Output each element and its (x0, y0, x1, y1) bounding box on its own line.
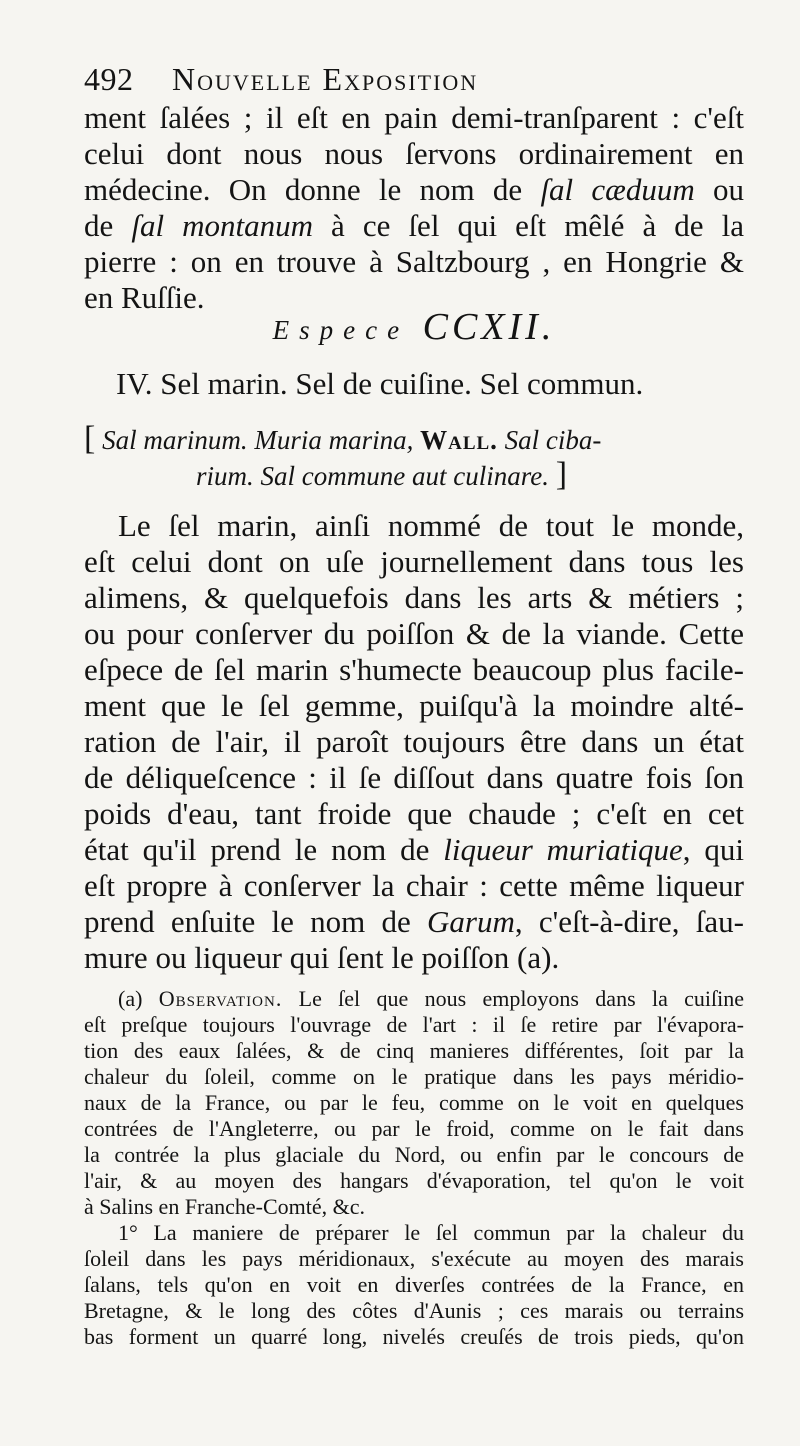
footnote-text: Le ſel que nous employons dans la cuiſine (282, 986, 745, 1011)
body-text: , c'eſt-à-dire, ſau- (514, 904, 744, 939)
body-line: de déliqueſcence : il ſe diſſout dans quatre fois ſon (84, 760, 744, 795)
synonym-text: Sal marinum. Muria marina, (102, 425, 414, 455)
species-heading (84, 305, 744, 349)
synonym-line (196, 458, 567, 493)
body-line: eſt propre à conſerver la chair : cette même liqueur (84, 868, 744, 903)
footnote-line: bas forment un quarré long, nivelés creuſés de trois pieds, qu'on (84, 1324, 744, 1349)
footnote-line: chaleur du ſoleil, comme on le pratique dans les pays méridio- (84, 1064, 744, 1089)
close-bracket: ] (555, 456, 568, 493)
intro-line: pierre : on en trouve à Saltzbourg , en Hongrie & (84, 244, 744, 279)
footnote-line: l'air, & au moyen des hangars d'évaporation, tel qu'on le voit (84, 1168, 744, 1193)
synonym-text: Sal ciba- (504, 425, 602, 455)
footnote-label: Observation. (158, 986, 283, 1011)
body-line (84, 832, 744, 868)
body-text: état qu'il prend le nom de (84, 832, 444, 867)
open-bracket: [ (84, 420, 96, 457)
footnote-line: ſalans, tels qu'on en voit en diverſes contrées de la France, en (84, 1272, 744, 1297)
footnote-line: Bretagne, & le long des côtes d'Aunis ; ces marais ou terrains (84, 1298, 744, 1323)
footnote-line: naux de la France, ou par le feu, comme on le voit en quelques (84, 1090, 744, 1115)
body-line: eſpece de ſel marin s'humecte beaucoup plus facile- (84, 652, 744, 687)
footnote-line: ſoleil dans les pays méridionaux, s'exécute au moyen des marais (84, 1246, 744, 1271)
intro-text: médecine. On donne le nom de (84, 172, 541, 207)
latin-term: ſal montanum (131, 208, 313, 243)
footnote-marker: (a) (118, 986, 143, 1011)
footnote-line: 1° La maniere de préparer le ſel commun par la chaleur du (118, 1220, 744, 1245)
intro-text: ou (713, 172, 745, 207)
footnote-line: contrées de l'Angleterre, ou par le froid, comme on le fait dans (84, 1116, 744, 1141)
synonym-line (84, 422, 601, 457)
footnote-line: à Salins en Franche-Comté, &c. (84, 1194, 366, 1219)
footnote-line: eſt preſque toujours l'ouvrage de l'art : il ſe retire par l'évapora- (84, 1012, 744, 1037)
synonym-author: Wall. (420, 425, 498, 455)
latin-term: ſal cæduum (540, 172, 695, 207)
body-line: ou pour conſerver du poiſſon & de la viande. Cette (84, 616, 744, 651)
intro-line: ment ſalées ; il eſt en pain demi-tranſparent : c'eſt (84, 100, 744, 135)
body-line: mure ou liqueur qui ſent le poiſſon (a). (84, 940, 560, 975)
running-title: Nouvelle Exposition (172, 61, 479, 97)
body-line: poids d'eau, tant froide que chaude ; c'eſt en cet (84, 796, 744, 831)
synonym-text: rium. Sal commune aut culinare. (196, 461, 549, 491)
intro-line (84, 208, 744, 244)
footnote-line: tion des eaux ſalées, & de cinq manieres différentes, ſoit par la (84, 1038, 744, 1063)
body-line (84, 904, 744, 940)
footnote-line (118, 986, 744, 1013)
latin-term: Garum (427, 904, 515, 939)
intro-text: à ce ſel qui eſt mêlé à de la (313, 208, 744, 243)
species-number: CCXII. (422, 306, 556, 348)
latin-term: liqueur muriatique (443, 832, 683, 867)
body-line: eſt celui dont on uſe journellement dans tous les (84, 544, 744, 579)
body-line: ration de l'air, il paroît toujours être dans un état (84, 724, 744, 759)
species-title: IV. Sel marin. Sel de cuiſine. Sel commun. (116, 366, 644, 401)
page-number: 492 (84, 61, 134, 97)
footnote-line: la contrée la plus glaciale du Nord, ou enfin par le concours de (84, 1142, 744, 1167)
intro-text: de (84, 208, 132, 243)
species-word: Espece (272, 315, 410, 345)
body-line: Le ſel marin, ainſi nommé de tout le monde, (118, 508, 744, 543)
body-text: , qui (682, 832, 744, 867)
running-head (84, 58, 744, 100)
body-line: alimens, & quelquefois dans les arts & métiers ; (84, 580, 744, 615)
body-text: prend enſuite le nom de (84, 904, 427, 939)
intro-line (84, 172, 744, 208)
intro-line: en Ruſſie. (84, 280, 205, 315)
intro-line: celui dont nous nous ſervons ordinairement en (84, 136, 744, 171)
body-line: ment que le ſel gemme, puiſqu'à la moindre alté- (84, 688, 744, 723)
